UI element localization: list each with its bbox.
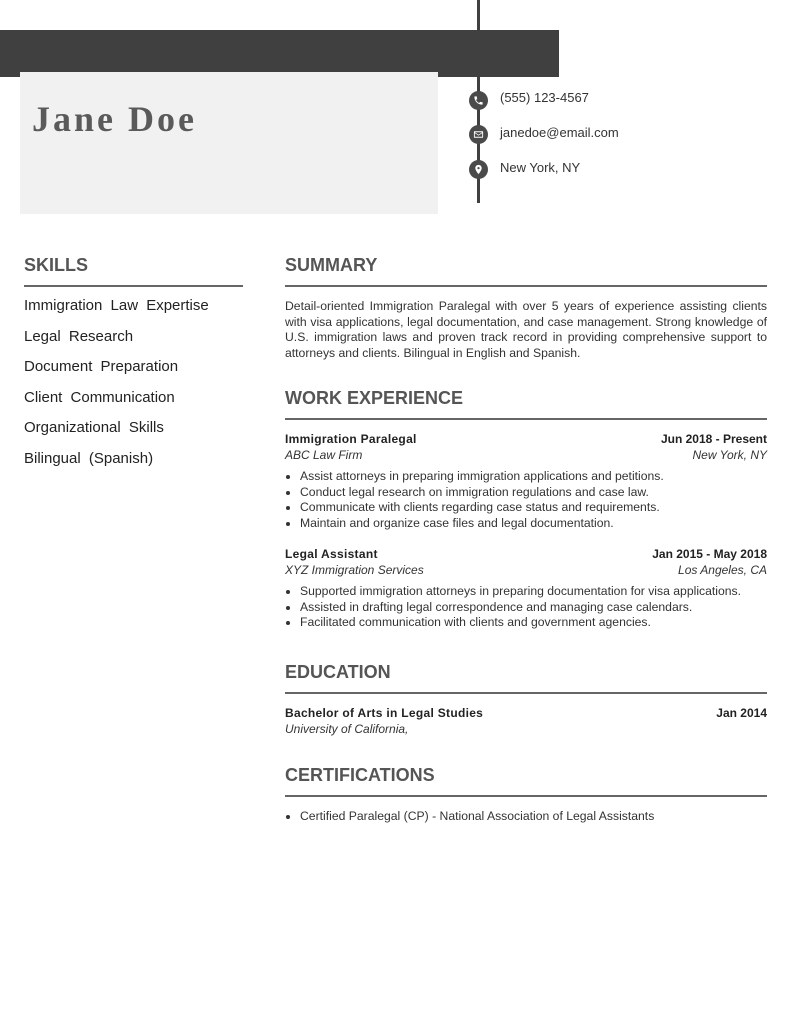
summary-divider [285, 285, 767, 287]
job-bullets [285, 584, 767, 631]
job-bullet: • Assisted in drafting legal correspondence and managing case calendars. [300, 600, 767, 616]
skills-list [24, 297, 209, 480]
candidate-name: Jane Doe [32, 99, 197, 139]
job-location: Los Angeles, CA [678, 562, 767, 577]
job-bullet: • Conduct legal research on immigration regulations and case law. [300, 485, 767, 501]
experience-heading: WORK EXPERIENCE [285, 388, 464, 408]
summary-heading: SUMMARY [285, 255, 378, 275]
email-icon [469, 125, 488, 144]
job-title: Legal Assistant [285, 547, 378, 561]
certification-item: • Certified Paralegal (CP) - National Association of Legal Assistants [300, 809, 767, 825]
job-entry [285, 547, 767, 631]
phone-icon [469, 91, 488, 110]
job-location: New York, NY [692, 447, 767, 462]
location-text: New York, NY [500, 160, 581, 175]
skills-divider [24, 285, 243, 287]
job-bullets [285, 469, 767, 532]
job-dates: Jan 2015 - May 2018 [652, 547, 767, 561]
phone-text: (555) 123-4567 [500, 90, 589, 105]
skill-item: Legal Research [24, 327, 134, 345]
summary-text: Detail-oriented Immigration Paralegal with over 5 years of experience assisting clients with visa applications, legal documentation, and case management. Strong knowledge of U.S. immigration laws and proven track record in providing comprehensive support to attorneys and clients. Bilingual in English and Spanish. [285, 299, 767, 360]
certifications-heading: CERTIFICATIONS [285, 765, 435, 785]
job-company: ABC Law Firm [285, 447, 363, 462]
skills-heading: SKILLS [24, 255, 89, 275]
skill-item: Organizational Skills [24, 419, 164, 436]
job-entry [285, 432, 767, 532]
education-entry [285, 706, 767, 737]
certification-list [285, 809, 767, 825]
skill-item: Immigration Law Expertise [24, 297, 209, 314]
job-dates: Jun 2018 - Present [660, 432, 767, 446]
skill-item: Document Preparation [24, 358, 179, 375]
skill-item: Bilingual (Spanish) [24, 449, 154, 467]
job-bullet: • Supported immigration attorneys in preparing documentation for visa applications. [300, 584, 767, 600]
job-title: Immigration Paralegal [285, 432, 417, 446]
job-bullet: • Communicate with clients regarding case status and requirements. [300, 500, 767, 516]
name-box [20, 72, 438, 214]
school-name: University of California, [285, 721, 409, 736]
job-bullet: • Maintain and organize case files and legal documentation. [300, 516, 767, 532]
degree-title: Bachelor of Arts in Legal Studies [285, 706, 484, 720]
degree-date: Jan 2014 [716, 706, 767, 720]
skill-item: Client Communication [24, 388, 175, 406]
experience-divider [285, 418, 767, 420]
job-bullet: • Assist attorneys in preparing immigration applications and petitions. [300, 469, 767, 485]
job-bullet: • Facilitated communication with clients and government agencies. [300, 615, 767, 631]
location-pin-icon [469, 160, 488, 179]
email-text: janedoe@email.com [500, 125, 619, 140]
header-bar [0, 30, 559, 77]
certifications-entry [285, 803, 767, 825]
education-heading: EDUCATION [285, 662, 391, 682]
certifications-divider [285, 795, 767, 797]
education-divider [285, 692, 767, 694]
job-company: XYZ Immigration Services [285, 562, 424, 577]
